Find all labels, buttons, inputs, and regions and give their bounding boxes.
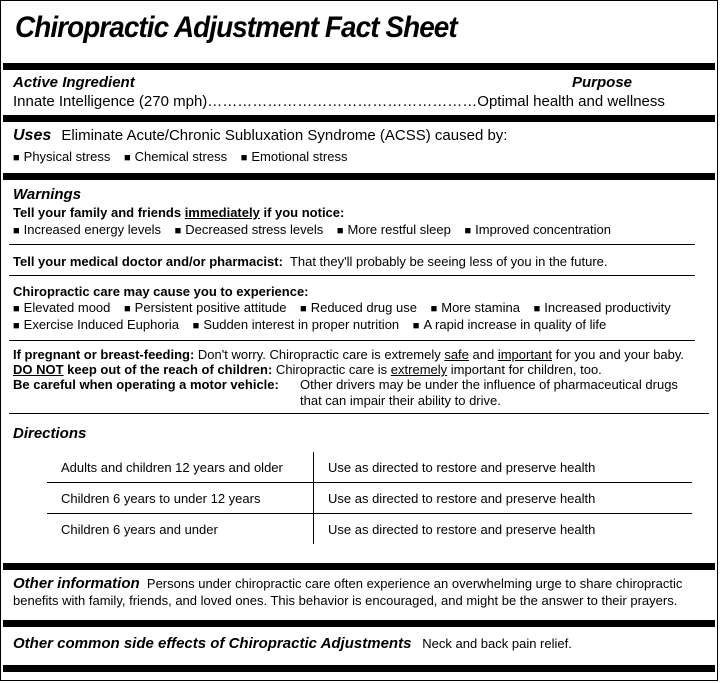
other-info-line1: Other information Persons under chiropractic care often experience an overwhelming urge to share chiropractic [13,575,683,592]
vehicle-text-2: that can impair their ability to drive. [300,393,501,408]
table-cell: Children 6 years to under 12 years [47,483,314,514]
divider-thick [3,665,715,672]
list-item: ■ Physical stress [13,149,111,164]
divider-thin [9,275,695,276]
divider-thick [3,115,715,122]
purpose-text: Optimal health and wellness [477,93,665,110]
vehicle-text-1: Other drivers may be under the influence of pharmaceutical drugs [300,377,678,392]
notice-items [13,222,621,237]
ingredient-text: Innate Intelligence (270 mph) [13,93,208,110]
page-title: Chiropractic Adjustment Fact Sheet [15,11,457,44]
list-item: ■ A rapid increase in quality of life [412,317,607,332]
divider-thick [3,63,715,70]
list-item: ■ Emotional stress [240,149,348,164]
table-cell: Adults and children 12 years and older [47,452,314,483]
list-item: ■ More restful sleep [336,222,451,237]
warnings-heading: Warnings [13,186,82,203]
active-ingredient-heading: Active Ingredient [13,74,135,91]
other-info-heading: Other information [13,575,140,592]
table-row [47,452,692,483]
cause-label: Chiropractic care may cause you to experience: [13,284,309,299]
table-cell: Use as directed to restore and preserve health [328,521,596,537]
table-row [47,514,692,545]
divider-thin [9,244,695,245]
divider-thin [9,340,695,341]
list-item: ■ Persistent positive attitude [124,300,287,315]
list-item: ■ Improved concentration [464,222,611,237]
cause-items-row2 [13,317,616,332]
divider-thick [3,173,715,180]
list-item: ■ Chemical stress [123,149,228,164]
list-item: ■ Elevated mood [13,300,111,315]
children-line: DO NOT keep out of the reach of children: Chiropractic care is extremely important for children, too. [13,362,602,377]
divider-thick [3,620,715,627]
uses-heading: Uses [13,127,52,144]
table-cell: Children 6 years and under [47,514,314,545]
list-item: ■ Exercise Induced Euphoria [13,317,180,332]
pregnant-line: If pregnant or breast-feeding: Don't worry. Chiropractic care is extremely safe and important for you and your baby. [13,347,685,362]
cause-items-row1 [13,300,681,315]
side-effects-line: Other common side effects of Chiropractic Adjustments Neck and back pain relief. [13,635,572,652]
uses-text: Eliminate Acute/Chronic Subluxation Syndrome (ACSS) caused by: [61,127,508,144]
list-item: ■ Sudden interest in proper nutrition [192,317,400,332]
uses-line [13,127,507,145]
table-cell: Use as directed to restore and preserve health [328,490,596,506]
table-cell: Use as directed to restore and preserve health [328,459,596,475]
notice-label: Tell your family and friends immediately if you notice: [13,205,345,220]
divider-thin [9,413,709,414]
active-ingredient-line [13,93,665,110]
list-item: ■ More stamina [430,300,520,315]
list-item: ■ Increased productivity [533,300,671,315]
list-item: ■ Increased energy levels [13,222,161,237]
side-effects-heading: Other common side effects of Chiropractic Adjustments [13,635,412,652]
divider-thick [3,563,715,570]
directions-heading: Directions [13,425,87,442]
list-item: ■ Decreased stress levels [174,222,324,237]
uses-items [13,149,357,164]
doctor-line: Tell your medical doctor and/or pharmacist: That they'll probably be seeing less of you in the future. [13,254,608,269]
list-item: ■ Reduced drug use [300,300,417,315]
purpose-heading: Purpose [572,74,633,91]
other-info-line2: benefits with family, friends, and loved ones. This behavior is encouraged, and might be the answer to their prayers. [13,593,678,608]
leader-dots: ……………………………………………… [207,93,478,110]
directions-table [47,452,692,544]
table-row [47,483,692,514]
vehicle-label: Be careful when operating a motor vehicle: [13,377,279,392]
